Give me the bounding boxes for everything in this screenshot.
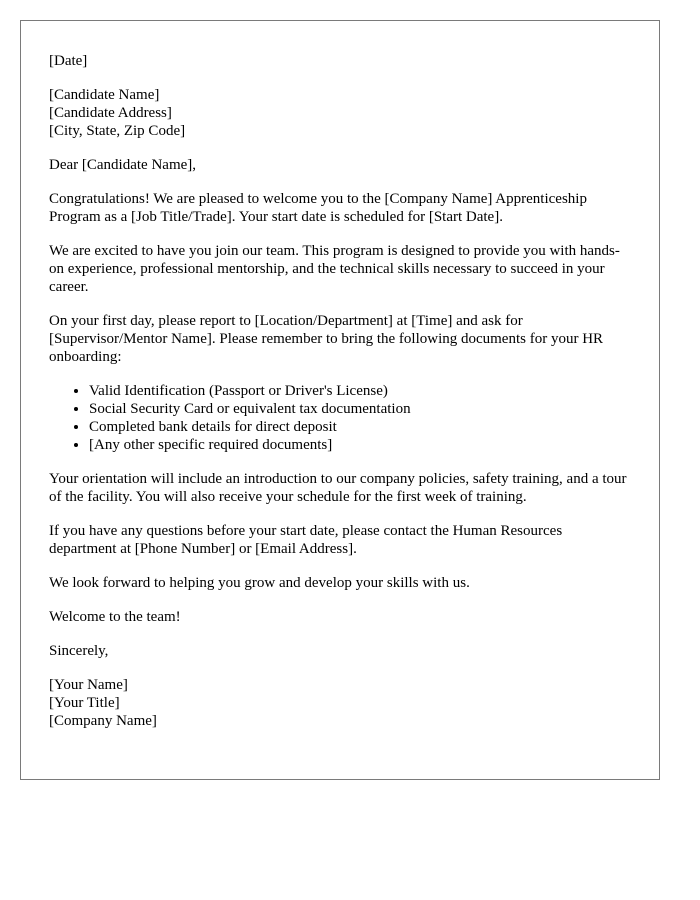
required-documents-list bbox=[49, 382, 631, 454]
list-item: • Valid Identification (Passport or Driver's License) bbox=[89, 382, 631, 400]
sender-title: [Your Title] bbox=[49, 695, 120, 711]
signature-block bbox=[49, 676, 631, 730]
list-item: • [Any other specific required documents] bbox=[89, 436, 631, 454]
closing: Sincerely, bbox=[49, 643, 109, 659]
recipient-city-line: [City, State, Zip Code] bbox=[49, 123, 186, 139]
sender-company: [Company Name] bbox=[49, 713, 157, 729]
paragraph-welcome: Welcome to the team! bbox=[49, 609, 181, 625]
paragraph-questions: If you have any questions before your start date, please contact the Human Resources department at [Phone Number] or [Email Address]. bbox=[49, 523, 563, 557]
paragraph-first-day: On your first day, please report to [Location/Department] at [Time] and ask for [Supervisor/Mentor Name]. Please remember to bring the following documents for your HR onboarding: bbox=[49, 313, 604, 365]
sender-name: [Your Name] bbox=[49, 677, 128, 693]
letter-date: [Date] bbox=[49, 53, 88, 69]
list-item: • Completed bank details for direct deposit bbox=[89, 418, 631, 436]
paragraph-congratulations: Congratulations! We are pleased to welcome you to the [Company Name] Apprenticeship Program as a [Job Title/Trade]. Your start date is scheduled for [Start Date]. bbox=[49, 191, 587, 225]
salutation: Dear [Candidate Name], bbox=[49, 157, 197, 173]
recipient-address: [Candidate Address] bbox=[49, 105, 172, 121]
paragraph-orientation: Your orientation will include an introduction to our company policies, safety training, and a tour of the facility. You will also receive your schedule for the first week of training. bbox=[49, 471, 627, 505]
recipient-address-block bbox=[49, 86, 631, 140]
list-item: • Social Security Card or equivalent tax documentation bbox=[89, 400, 631, 418]
paragraph-look-forward: We look forward to helping you grow and develop your skills with us. bbox=[49, 575, 470, 591]
recipient-name: [Candidate Name] bbox=[49, 87, 160, 103]
paragraph-program-description: We are excited to have you join our team. This program is designed to provide you with hands-on experience, professional mentorship, and the technical skills necessary to succeed in your career. bbox=[49, 243, 620, 295]
letter-page bbox=[20, 20, 660, 780]
